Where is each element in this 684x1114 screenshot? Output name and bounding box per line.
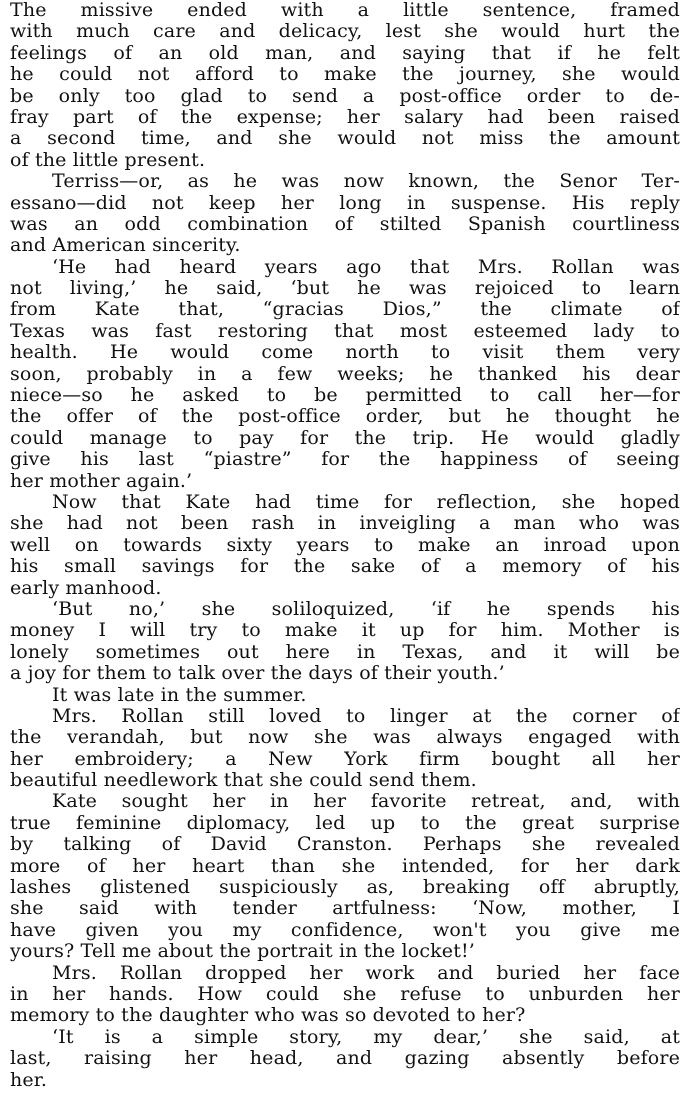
text-line: ‘It is a simple story, my dear,’ she said, at (52, 1026, 680, 1048)
paragraph (10, 257, 680, 492)
paragraph (10, 685, 680, 706)
text-line: a second time, and she would not miss the amount (10, 128, 680, 150)
paragraph (10, 171, 680, 257)
text-line: soon, probably in a few weeks; he thanked his dear (10, 363, 680, 385)
text-line: It was late in the summer. (52, 684, 307, 706)
text-line: Mrs. Rollan still loved to linger at the corner of (52, 705, 680, 727)
text-line: of the little present. (10, 149, 206, 171)
text-line: by talking of David Cranston. Perhaps she revealed (10, 834, 680, 856)
text-line: was an odd combination of stilted Spanish courtliness (10, 213, 680, 235)
text-line: niece—so he asked to be permitted to call her—for (10, 385, 680, 407)
text-line: yours? Tell me about the portrait in the locket!’ (10, 941, 475, 963)
text-line: Mrs. Rollan dropped her work and buried her face (52, 962, 680, 984)
text-line: the offer of the post-office order, but he thought he (10, 406, 680, 428)
text-line: in her hands. How could she refuse to unburden her (10, 983, 680, 1005)
text-line: have given you my confidence, won't you give me (10, 919, 680, 941)
text-line: her. (10, 1069, 48, 1091)
text-line: a joy for them to talk over the days of their youth.’ (10, 663, 505, 685)
text-line: Kate sought her in her favorite retreat, and, with (52, 791, 680, 813)
text-line: from Kate that, “gracias Dios,” the climate of (10, 299, 680, 321)
text-line: ‘He had heard years ago that Mrs. Rollan was (52, 256, 680, 278)
paragraph (10, 599, 680, 685)
text-line: Texas was fast restoring that most esteemed lady to (10, 320, 680, 342)
text-line: early manhood. (10, 577, 162, 599)
paragraph (10, 706, 680, 792)
text-line: ‘But no,’ she soliloquized, ‘if he spends his (52, 598, 680, 620)
text-line: well on towards sixty years to make an inroad upon (10, 534, 680, 556)
paragraph (10, 1027, 680, 1091)
text-line: fray part of the expense; her salary had been raised (10, 106, 680, 128)
text-line: Terriss—or, as he was now known, the Senor Ter- (52, 171, 680, 193)
paragraph (10, 492, 680, 599)
text-line: essano—did not keep her long in suspense. His reply (10, 192, 680, 214)
text-line: with much care and delicacy, lest she would hurt the (10, 21, 680, 43)
text-line: true feminine diplomacy, led up to the great surprise (10, 812, 680, 834)
text-line: The missive ended with a little sentence, framed (10, 0, 680, 21)
text-line: health. He would come north to visit them very (10, 342, 680, 364)
text-line: she had not been rash in inveigling a man who was (10, 513, 680, 535)
text-line: last, raising her head, and gazing absently before (10, 1048, 680, 1070)
text-line: memory to the daughter who was so devoted to her? (10, 1005, 526, 1027)
text-line: feelings of an old man, and saying that if he felt (10, 42, 680, 64)
text-line: could manage to pay for the trip. He would gladly (10, 427, 680, 449)
paragraph (10, 791, 680, 962)
text-line: lashes glistened suspiciously as, breaking off abruptly, (10, 877, 680, 899)
text-line: money I will try to make it up for him. Mother is (10, 620, 680, 642)
text-line: the verandah, but now she was always engaged with (10, 727, 680, 749)
text-line: not living,’ he said, ‘but he was rejoiced to learn (10, 278, 680, 300)
text-line: her mother again.’ (10, 470, 193, 492)
text-line: she said with tender artfulness: ‘Now, mother, I (10, 898, 680, 920)
text-line: and American sincerity. (10, 235, 241, 257)
text-line: he could not afford to make the journey, she would (10, 64, 680, 86)
text-line: lonely sometimes out here in Texas, and it will be (10, 641, 680, 663)
text-line: give his last “piastre” for the happiness of seeing (10, 449, 680, 471)
text-line: his small savings for the sake of a memory of his (10, 556, 680, 578)
paragraph (10, 963, 680, 1027)
article-column (10, 0, 680, 1091)
paragraph (10, 0, 680, 171)
text-line: her embroidery; a New York firm bought all her (10, 748, 680, 770)
text-line: more of her heart than she intended, for her dark (10, 855, 680, 877)
text-line: Now that Kate had time for reflection, she hoped (52, 491, 680, 513)
text-line: be only too glad to send a post-office order to de- (10, 85, 680, 107)
text-line: beautiful needlework that she could send them. (10, 770, 477, 792)
